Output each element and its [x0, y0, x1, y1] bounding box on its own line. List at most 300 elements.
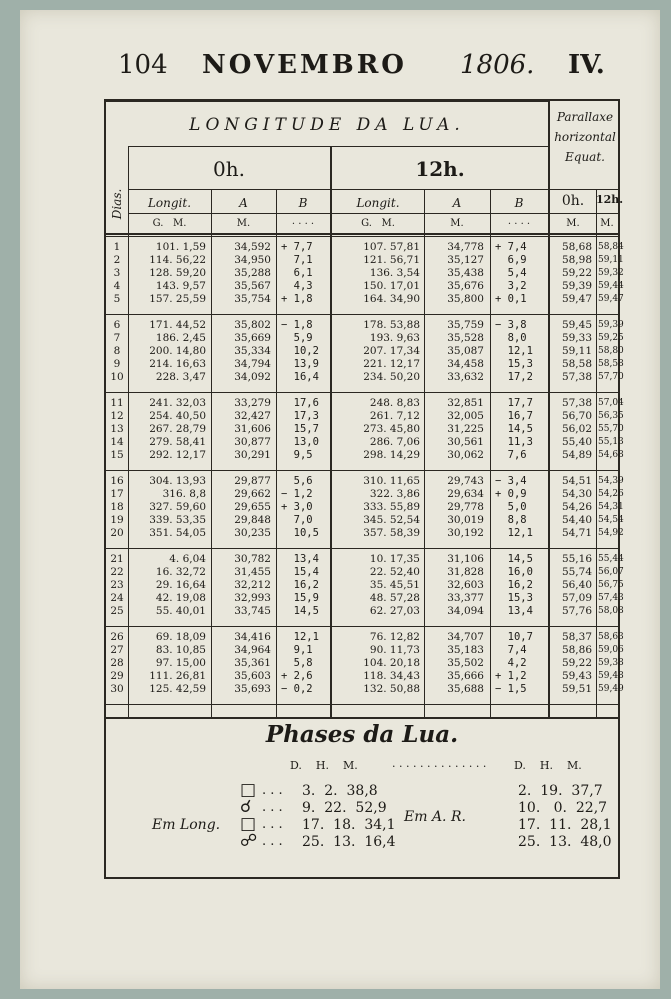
a-0h-block	[213, 553, 271, 618]
parallax-12h-block	[598, 397, 624, 462]
rule	[106, 704, 618, 705]
table-cell: 29,662	[234, 488, 271, 500]
table-cell: 7,6	[495, 449, 527, 461]
table-cell: 4	[113, 280, 121, 292]
b-0h-block	[281, 319, 327, 384]
table-cell: 234. 50,20	[363, 371, 420, 383]
table-cell: + 3,0	[281, 501, 313, 513]
a-12h-block	[426, 319, 484, 384]
table-cell: 7,4	[495, 644, 527, 656]
table-cell: 59,11	[598, 255, 624, 265]
table-cell: 35,666	[447, 670, 484, 682]
a-12h-block	[426, 631, 484, 696]
table-cell: 7	[113, 332, 121, 344]
b-0h-block	[281, 241, 327, 306]
table-cell: 15,7	[281, 423, 319, 435]
table-cell: 150. 17,01	[363, 280, 420, 292]
table-cell: 12	[110, 410, 124, 422]
table-cell: 13,0	[281, 436, 319, 448]
table-cell: 8,0	[495, 332, 527, 344]
table-cell: 17,7	[495, 397, 533, 409]
table-cell: 200. 14,80	[149, 345, 206, 357]
table-cell: 26	[110, 631, 124, 643]
unit-gm-12: G. M.	[361, 218, 395, 229]
table-cell: 55,16	[561, 553, 592, 565]
table-cell: 34,416	[234, 631, 271, 643]
table-cell: 5	[113, 293, 121, 305]
table-cell: 35,754	[234, 293, 271, 305]
b-12h-block	[495, 319, 545, 384]
table-cell: + 0,1	[495, 293, 527, 305]
table-cell: 286. 7,06	[369, 436, 420, 448]
a-0h-block	[213, 631, 271, 696]
table-cell: 6,9	[495, 254, 527, 266]
table-cell: 56,35	[598, 411, 624, 421]
phase-symbol-icon: □	[240, 814, 257, 834]
table-cell: 31,455	[234, 566, 271, 578]
parallax-0h-block	[552, 631, 592, 696]
rule	[106, 392, 618, 393]
table-cell: 357. 58,39	[363, 527, 420, 539]
table-cell: 21	[110, 553, 124, 565]
table-cell: 57,38	[561, 397, 592, 409]
table-cell: 228. 3,47	[155, 371, 206, 383]
phase-leader: . . .	[262, 834, 283, 849]
parallax-12h-block	[598, 553, 624, 618]
table-cell: 5,4	[495, 267, 527, 279]
phases-header-right: D. H. M.	[514, 759, 582, 772]
unit-m-par12: M.	[600, 218, 614, 229]
table-cell: 118. 34,43	[363, 670, 420, 682]
day-numbers-block	[106, 241, 128, 306]
table-cell: 83. 10,85	[155, 644, 206, 656]
phases-header-dots: . . . . . . . . . . . . . .	[392, 757, 487, 770]
table-cell: 30,235	[234, 527, 271, 539]
table-cell: 339. 53,35	[149, 514, 206, 526]
table-cell: 34,707	[447, 631, 484, 643]
table-cell: 56,75	[598, 580, 624, 590]
col-longit-0: Longit.	[147, 196, 192, 210]
rule	[596, 189, 597, 717]
table-cell: 58,58	[561, 358, 592, 370]
parallax-title-line: Parallaxe	[556, 110, 614, 124]
table-cell: 114. 56,22	[149, 254, 206, 266]
table-cell: 35. 45,51	[369, 579, 420, 591]
table-cell: 17,2	[495, 371, 533, 383]
parallax-0h-block	[552, 241, 592, 306]
em-long-label: Em Long.	[152, 817, 221, 833]
table-cell: 14	[110, 436, 124, 448]
table-cell: 59,22	[561, 657, 592, 669]
table-cell: 58,84	[598, 242, 624, 252]
table-cell: 54,92	[598, 528, 624, 538]
table-cell: 59,06	[598, 645, 624, 655]
table-cell: 57,70	[598, 372, 624, 382]
hour-12-heading: 12h.	[415, 157, 465, 181]
table-cell: 16,0	[495, 566, 533, 578]
table-cell: 29. 16,64	[155, 579, 206, 591]
table-cell: 31,828	[447, 566, 484, 578]
month-title: NOVEMBRO	[202, 50, 407, 80]
table-cell: 16,4	[281, 371, 319, 383]
table-cell: 261. 7,12	[369, 410, 420, 422]
phase-symbol-icon: □	[240, 780, 257, 800]
parallax-12h-block	[598, 241, 624, 306]
table-cell: 14,5	[281, 605, 319, 617]
parallax-0h-block	[552, 475, 592, 540]
table-cell: + 0,9	[495, 488, 527, 500]
table-cell: 15,3	[495, 592, 533, 604]
table-cell: 9	[113, 358, 121, 370]
table-cell: 31,225	[447, 423, 484, 435]
table-cell: 59,25	[598, 333, 624, 343]
a-0h-block	[213, 397, 271, 462]
moon-phases-section	[104, 715, 620, 879]
table-cell: 54,40	[561, 514, 592, 526]
table-title: LONGITUDE DA LUA.	[189, 115, 465, 135]
b-0h-block	[281, 397, 327, 462]
table-cell: − 1,5	[495, 683, 527, 695]
table-cell: 59,47	[561, 293, 592, 305]
longitude-0h-block	[130, 475, 206, 540]
table-cell: 34,592	[234, 241, 271, 253]
table-cell: 33,377	[447, 592, 484, 604]
table-cell: 62. 27,03	[369, 605, 420, 617]
longitude-12h-block	[334, 553, 420, 618]
phase-ar-value: 25. 13. 48,0	[518, 834, 612, 850]
table-cell: 16. 32,72	[155, 566, 206, 578]
table-cell: 15	[110, 449, 124, 461]
unit-dots-12: . . . .	[507, 216, 531, 227]
table-cell: 10,7	[495, 631, 533, 643]
rule	[106, 236, 618, 237]
table-cell: 327. 59,60	[149, 501, 206, 513]
phase-ar-value: 2. 19. 37,7	[518, 783, 603, 799]
table-cell: 59,33	[561, 332, 592, 344]
unit-gm-0: G. M.	[152, 218, 187, 229]
table-cell: 5,0	[495, 501, 527, 513]
longitude-0h-block	[130, 631, 206, 696]
table-cell: 30,062	[447, 449, 484, 461]
unit-m-par0: M.	[566, 218, 580, 229]
a-12h-block	[426, 475, 484, 540]
table-cell: 59,44	[598, 281, 624, 291]
table-cell: 32,212	[234, 579, 271, 591]
phase-long-value: 9. 22. 52,9	[302, 800, 387, 816]
table-cell: 34,778	[447, 241, 484, 253]
rule	[106, 314, 618, 315]
table-cell: 101. 1,59	[155, 241, 206, 253]
parallax-12h-block	[598, 631, 624, 696]
table-cell: 164. 34,90	[363, 293, 420, 305]
table-cell: 55,70	[598, 424, 624, 434]
table-cell: 27	[110, 644, 124, 656]
table-cell: 34,094	[447, 605, 484, 617]
parallax-title-line: horizontal	[554, 130, 616, 144]
table-cell: 5,8	[281, 657, 313, 669]
table-cell: 10,5	[281, 527, 319, 539]
table-cell: 248. 8,83	[369, 397, 420, 409]
col-par-12: 12h.	[596, 193, 624, 206]
table-cell: 193. 9,63	[369, 332, 420, 344]
moon-longitude-table	[104, 99, 624, 719]
table-cell: 6	[113, 319, 121, 331]
table-cell: 33,279	[234, 397, 271, 409]
table-cell: 56,70	[561, 410, 592, 422]
table-cell: 55,40	[561, 436, 592, 448]
table-cell: 333. 55,89	[363, 501, 420, 513]
table-cell: − 0,2	[281, 683, 313, 695]
table-cell: 29	[110, 670, 124, 682]
table-cell: 69. 18,09	[155, 631, 206, 643]
table-cell: 35,802	[234, 319, 271, 331]
table-cell: 13	[110, 423, 124, 435]
table-cell: + 2,6	[281, 670, 313, 682]
phases-header-left: D. H. M.	[290, 759, 358, 772]
hour-0-heading: 0h.	[213, 157, 245, 181]
table-cell: 59,38	[598, 658, 624, 668]
table-cell: 31,606	[234, 423, 271, 435]
table-cell: 48. 57,28	[369, 592, 420, 604]
table-cell: + 1,2	[495, 670, 527, 682]
table-cell: 59,49	[598, 684, 624, 694]
table-cell: 57,04	[598, 398, 624, 408]
table-cell: 143. 9,57	[155, 280, 206, 292]
table-cell: 30	[110, 683, 124, 695]
table-cell: 56,02	[561, 423, 592, 435]
rule	[106, 548, 618, 549]
col-b-0: B	[298, 196, 308, 210]
rule	[211, 189, 212, 717]
table-cell: 55,44	[598, 554, 624, 564]
table-cell: 121. 56,71	[363, 254, 420, 266]
table-cell: 59,39	[561, 280, 592, 292]
page-number: 104	[118, 50, 168, 80]
table-cell: 221. 12,17	[363, 358, 420, 370]
table-cell: 254. 40,50	[149, 410, 206, 422]
longitude-0h-block	[130, 553, 206, 618]
phase-leader: . . .	[262, 783, 283, 798]
table-cell: 35,759	[447, 319, 484, 331]
table-cell: 19	[110, 514, 124, 526]
table-cell: 58,37	[561, 631, 592, 643]
rule	[128, 189, 618, 190]
table-cell: 34,950	[234, 254, 271, 266]
b-0h-block	[281, 631, 327, 696]
b-12h-block	[495, 241, 545, 306]
phase-long-value: 3. 2. 38,8	[302, 783, 378, 799]
table-cell: 58,58	[598, 359, 624, 369]
table-cell: 29,848	[234, 514, 271, 526]
table-cell: 35,438	[447, 267, 484, 279]
table-cell: 34,964	[234, 644, 271, 656]
parallax-0h-block	[552, 553, 592, 618]
table-cell: 322. 3,86	[369, 488, 420, 500]
phase-long-value: 25. 13. 16,4	[302, 834, 396, 850]
table-cell: 32,427	[234, 410, 271, 422]
unit-dots-0: . . . .	[291, 216, 315, 227]
table-cell: 57,09	[561, 592, 592, 604]
table-cell: 33,745	[234, 605, 271, 617]
phase-symbol-icon: ☍	[240, 831, 258, 851]
table-cell: 14,5	[495, 553, 533, 565]
table-cell: 111. 26,81	[149, 670, 206, 682]
table-cell: 17,3	[281, 410, 319, 422]
table-cell: 241. 32,03	[149, 397, 206, 409]
table-cell: 186. 2,45	[155, 332, 206, 344]
table-cell: 58,98	[561, 254, 592, 266]
table-cell: 90. 11,73	[369, 644, 420, 656]
table-cell: 58,08	[598, 606, 624, 616]
table-cell: 8,8	[495, 514, 527, 526]
table-cell: 104. 20,18	[363, 657, 420, 669]
table-cell: 30,782	[234, 553, 271, 565]
rule	[490, 189, 491, 717]
table-cell: − 3,4	[495, 475, 527, 487]
table-cell: 7,0	[281, 514, 313, 526]
table-cell: 267. 28,79	[149, 423, 206, 435]
table-cell: 29,743	[447, 475, 484, 487]
table-cell: 345. 52,54	[363, 514, 420, 526]
parallax-title-line: Equat.	[565, 150, 605, 164]
col-a-12: A	[452, 196, 462, 210]
table-cell: 54,26	[598, 489, 624, 499]
table-cell: 125. 42,59	[149, 683, 206, 695]
almanac-page	[20, 10, 660, 989]
table-cell: 28	[110, 657, 124, 669]
table-cell: 351. 54,05	[149, 527, 206, 539]
table-cell: 13,4	[281, 553, 319, 565]
col-par-0: 0h.	[561, 193, 585, 209]
table-cell: 12,1	[281, 631, 319, 643]
table-cell: 292. 12,17	[149, 449, 206, 461]
table-cell: 59,51	[561, 683, 592, 695]
rule	[330, 146, 332, 717]
table-cell: 30,192	[447, 527, 484, 539]
table-cell: 4,2	[495, 657, 527, 669]
table-cell: + 7,4	[495, 241, 527, 253]
longitude-12h-block	[334, 631, 420, 696]
table-cell: 34,092	[234, 371, 271, 383]
table-cell: 15,4	[281, 566, 319, 578]
table-cell: 29,634	[447, 488, 484, 500]
table-cell: 76. 12,82	[369, 631, 420, 643]
table-cell: 20	[110, 527, 124, 539]
b-12h-block	[495, 553, 545, 618]
longitude-12h-block	[334, 397, 420, 462]
phases-title: Phases da Lua.	[265, 721, 459, 748]
table-cell: 15,9	[281, 592, 319, 604]
table-cell: 12,1	[495, 527, 533, 539]
table-cell: 55. 40,01	[155, 605, 206, 617]
rule	[106, 470, 618, 471]
table-cell: − 1,2	[281, 488, 313, 500]
table-cell: 35,288	[234, 267, 271, 279]
table-cell: 4. 6,04	[169, 553, 206, 565]
rule	[128, 146, 129, 717]
rule	[128, 213, 618, 214]
table-cell: 279. 58,41	[149, 436, 206, 448]
table-cell: 55,13	[598, 437, 624, 447]
table-cell: 3	[113, 267, 121, 279]
a-12h-block	[426, 241, 484, 306]
dias-label: Dias.	[110, 188, 124, 220]
rule	[424, 189, 425, 717]
rule	[106, 626, 618, 627]
rule	[276, 189, 277, 717]
rule	[106, 101, 550, 102]
table-cell: 178. 53,88	[363, 319, 420, 331]
table-cell: 30,291	[234, 449, 271, 461]
longitude-12h-block	[334, 241, 420, 306]
col-a-0: A	[239, 196, 248, 210]
table-cell: 10. 17,35	[369, 553, 420, 565]
table-cell: 128. 59,20	[149, 267, 206, 279]
table-cell: 35,127	[447, 254, 484, 266]
parallax-12h-block	[598, 319, 624, 384]
table-cell: 10	[110, 371, 124, 383]
table-cell: 24	[110, 592, 124, 604]
table-cell: 57,76	[561, 605, 592, 617]
table-cell: 35,693	[234, 683, 271, 695]
table-cell: 29,877	[234, 475, 271, 487]
table-cell: − 1,8	[281, 319, 313, 331]
table-cell: 35,361	[234, 657, 271, 669]
table-cell: + 1,8	[281, 293, 313, 305]
table-cell: 9,5	[281, 449, 313, 461]
table-cell: 11	[110, 397, 124, 409]
table-cell: 304. 13,93	[149, 475, 206, 487]
table-cell: 171. 44,52	[149, 319, 206, 331]
b-0h-block	[281, 553, 327, 618]
parallax-12h-block	[598, 475, 624, 540]
b-12h-block	[495, 631, 545, 696]
table-cell: 14,5	[495, 423, 533, 435]
table-cell: 35,567	[234, 280, 271, 292]
table-cell: 5,9	[281, 332, 313, 344]
table-cell: 214. 16,63	[149, 358, 206, 370]
table-cell: 58,68	[561, 241, 592, 253]
table-cell: 54,39	[598, 476, 624, 486]
day-numbers-block	[106, 475, 128, 540]
table-cell: 56,40	[561, 579, 592, 591]
table-cell: 298. 14,29	[363, 449, 420, 461]
phase-ar-value: 10. 0. 22,7	[518, 800, 608, 816]
table-cell: 4,3	[281, 280, 313, 292]
a-12h-block	[426, 553, 484, 618]
table-cell: 58,80	[598, 346, 624, 356]
table-cell: 29,655	[234, 501, 271, 513]
table-cell: − 3,8	[495, 319, 527, 331]
table-cell: 59,32	[598, 268, 624, 278]
longitude-12h-block	[334, 475, 420, 540]
rule	[106, 233, 618, 235]
phase-leader: . . .	[262, 800, 283, 815]
table-cell: + 7,7	[281, 241, 313, 253]
table-cell: 35,183	[447, 644, 484, 656]
table-cell: 32,005	[447, 410, 484, 422]
table-cell: 30,561	[447, 436, 484, 448]
table-cell: 12,1	[495, 345, 533, 357]
b-0h-block	[281, 475, 327, 540]
em-ar-label: Em A. R.	[404, 809, 466, 825]
table-cell: 22. 52,40	[369, 566, 420, 578]
table-cell: 273. 45,80	[363, 423, 420, 435]
table-cell: 5,6	[281, 475, 313, 487]
phase-symbol-icon: ☌	[240, 797, 252, 817]
parallax-title	[552, 107, 618, 167]
table-cell: 6,1	[281, 267, 313, 279]
